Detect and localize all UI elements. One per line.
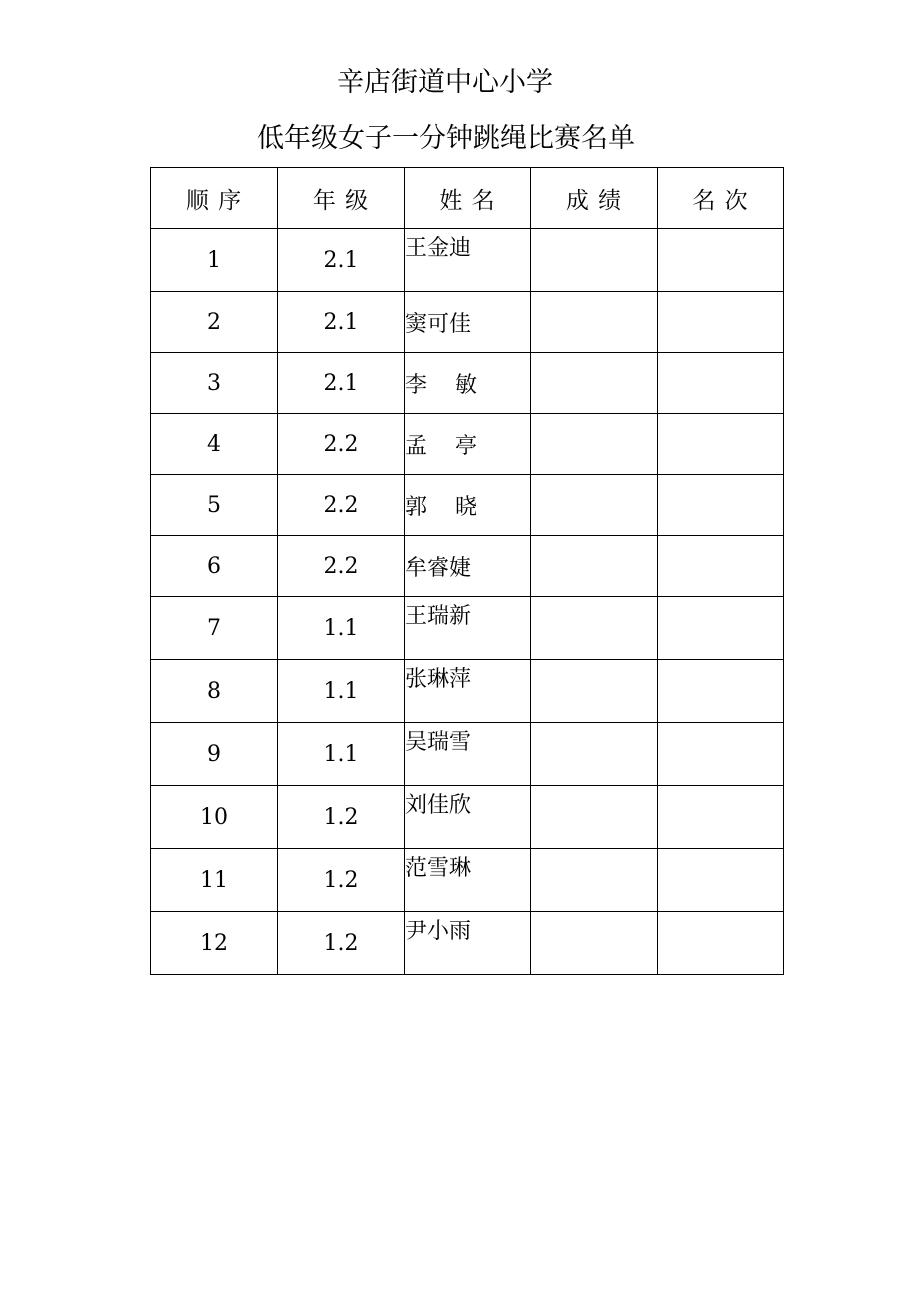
cell-order: 9: [151, 723, 278, 786]
school-name: 辛店街道中心小学: [337, 67, 553, 98]
header-score: 成 绩: [531, 168, 658, 229]
header-order: 顺 序: [151, 168, 278, 229]
cell-name: 孟 亭: [405, 414, 531, 475]
cell-name: 吴瑞雪: [405, 723, 531, 786]
cell-name: 范雪琳: [405, 849, 531, 912]
cell-score: [531, 536, 658, 597]
cell-grade: 1.1: [278, 660, 405, 723]
cell-grade: 2.1: [278, 229, 405, 292]
cell-grade: 2.2: [278, 536, 405, 597]
cell-order: 8: [151, 660, 278, 723]
cell-name: 尹小雨: [405, 912, 531, 975]
cell-rank: [658, 229, 784, 292]
cell-grade: 2.2: [278, 414, 405, 475]
cell-score: [531, 723, 658, 786]
header-rank: 名 次: [658, 168, 784, 229]
cell-score: [531, 414, 658, 475]
cell-grade: 1.1: [278, 723, 405, 786]
table-row: [151, 292, 784, 353]
cell-rank: [658, 475, 784, 536]
cell-name: 窦可佳: [405, 292, 531, 353]
header-grade: 年 级: [278, 168, 405, 229]
cell-score: [531, 849, 658, 912]
cell-order: 7: [151, 597, 278, 660]
cell-grade: 2.2: [278, 475, 405, 536]
table-row: [151, 786, 784, 849]
table-row: [151, 660, 784, 723]
cell-name: 张琳萍: [405, 660, 531, 723]
cell-order: 10: [151, 786, 278, 849]
cell-rank: [658, 786, 784, 849]
cell-order: 12: [151, 912, 278, 975]
cell-grade: 1.2: [278, 849, 405, 912]
cell-name: 郭 晓: [405, 475, 531, 536]
table-header-row: [151, 168, 784, 229]
table-row: [151, 912, 784, 975]
cell-grade: 1.2: [278, 912, 405, 975]
cell-rank: [658, 912, 784, 975]
table-row: [151, 353, 784, 414]
cell-rank: [658, 597, 784, 660]
table-row: [151, 229, 784, 292]
cell-score: [531, 292, 658, 353]
cell-rank: [658, 660, 784, 723]
cell-order: 4: [151, 414, 278, 475]
cell-grade: 1.1: [278, 597, 405, 660]
cell-name: 刘佳欣: [405, 786, 531, 849]
cell-score: [531, 660, 658, 723]
roster-table: [150, 167, 784, 975]
cell-score: [531, 786, 658, 849]
table-row: [151, 475, 784, 536]
cell-order: 5: [151, 475, 278, 536]
cell-score: [531, 353, 658, 414]
header-name: 姓 名: [405, 168, 531, 229]
document-title: 低年级女子一分钟跳绳比赛名单: [257, 123, 635, 154]
cell-grade: 2.1: [278, 292, 405, 353]
table-row: [151, 723, 784, 786]
table-row: [151, 536, 784, 597]
cell-name: 王金迪: [405, 229, 531, 292]
cell-name: 牟睿婕: [405, 536, 531, 597]
table-row: [151, 414, 784, 475]
cell-order: 11: [151, 849, 278, 912]
cell-order: 6: [151, 536, 278, 597]
table-body: [151, 229, 784, 975]
table-row: [151, 849, 784, 912]
cell-order: 3: [151, 353, 278, 414]
cell-rank: [658, 414, 784, 475]
cell-order: 1: [151, 229, 278, 292]
cell-rank: [658, 536, 784, 597]
cell-order: 2: [151, 292, 278, 353]
cell-name: 王瑞新: [405, 597, 531, 660]
cell-rank: [658, 849, 784, 912]
cell-rank: [658, 292, 784, 353]
cell-score: [531, 475, 658, 536]
cell-rank: [658, 723, 784, 786]
cell-score: [531, 229, 658, 292]
cell-score: [531, 912, 658, 975]
table-row: [151, 597, 784, 660]
cell-score: [531, 597, 658, 660]
cell-name: 李 敏: [405, 353, 531, 414]
cell-rank: [658, 353, 784, 414]
cell-grade: 1.2: [278, 786, 405, 849]
cell-grade: 2.1: [278, 353, 405, 414]
